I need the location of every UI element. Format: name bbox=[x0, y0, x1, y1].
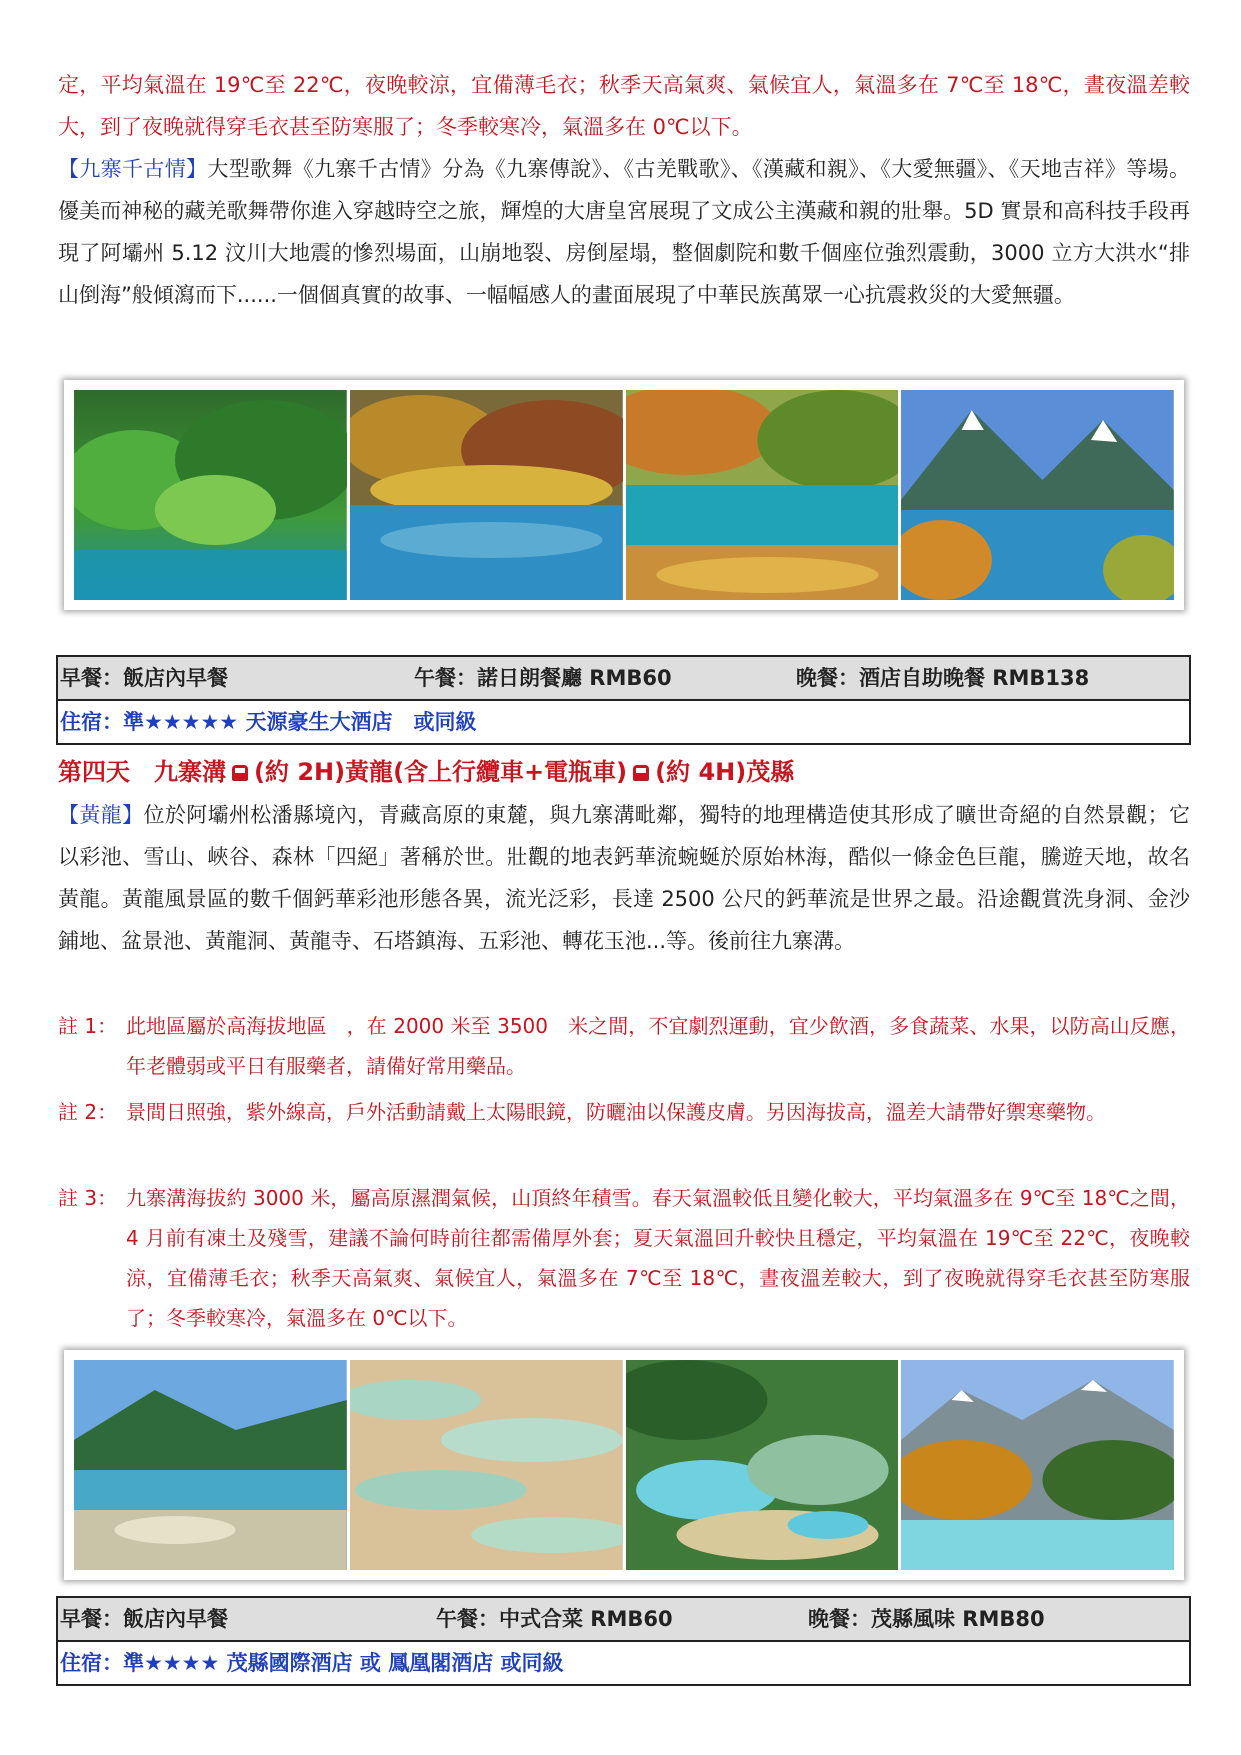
snow-mountain-pools-photo bbox=[901, 1360, 1174, 1570]
note-3 bbox=[58, 1178, 1190, 1338]
day4-hotel-row bbox=[58, 1642, 1189, 1684]
show-paragraph bbox=[58, 148, 1190, 316]
day3-dinner: 晚餐：酒店自助晚餐 RMB138 bbox=[796, 666, 1090, 690]
day4-hotel: 住宿：準★★★★ 茂縣國際酒店 或 鳳凰閣酒店 或同級 bbox=[60, 1651, 564, 1675]
huanglong-text: 位於阿壩州松潘縣境內，青藏高原的東麓，與九寨溝毗鄰，獨特的地理構造使其形成了曠世奇絕的自然景觀；它以彩池、雪山、峽谷、森林「四絕」著稱於世。壯觀的地表鈣華流蜿蜒於原始林海，酷似一條金色巨龍，騰遊天地，故名黃龍。黃龍風景區的數千個鈣華彩池形態各異，流光泛彩，長達 2500 公尺的鈣華流是世界之最。沿途觀賞洗身洞、金沙鋪地、盆景池、黃龍洞、黃龍寺、石塔鎮海、五彩池、轉花玉池...等。後前往九寨溝。 bbox=[58, 803, 1191, 953]
day3-meals-table bbox=[56, 655, 1191, 745]
show-text: 大型歌舞《九寨千古情》分為《九寨傳說》、《古羌戰歌》、《漢藏和親》、《大愛無疆》、《天地吉祥》等場。優美而神秘的藏羌歌舞帶你進入穿越時空之旅，輝煌的大唐皇宮展現了文成公主漢藏和親的壯舉。5D 實景和高科技手段再現了阿壩州 5.12 汶川大地震的慘烈場面，山崩地裂、房倒屋塌，整個劇院和數千個座位強烈震動，3000 立方大洪水“排山倒海”般傾瀉而下......一個個真實的故事、一幅幅感人的畫面展現了中華民族萬眾一心抗震救災的大愛無疆。 bbox=[58, 157, 1190, 307]
day3-hotel-row bbox=[58, 701, 1189, 743]
note-text: 景間日照強，紫外線高，戶外活動請戴上太陽眼鏡，防曬油以保護皮膚。另因海拔高，溫差大請帶好禦寒藥物。 bbox=[126, 1100, 1106, 1124]
turquoise-pools-photo bbox=[626, 1360, 899, 1570]
note-label: 註 3： bbox=[58, 1186, 118, 1210]
note-label: 註 2： bbox=[58, 1100, 118, 1124]
day4-title bbox=[58, 752, 794, 792]
day4-meals-table bbox=[56, 1596, 1191, 1686]
note-2 bbox=[58, 1092, 1190, 1132]
note-1 bbox=[58, 1006, 1190, 1086]
show-title: 【九寨千古情】 bbox=[58, 157, 208, 181]
forest-terrace-photo bbox=[74, 1360, 347, 1570]
note-text: 此地區屬於高海拔地區 ，在 2000 米至 3500 米之間，不宜劇烈運動，宜少飲酒，多食蔬菜、水果，以防高山反應，年老體弱或平日有服藥者，請備好常用藥品。 bbox=[126, 1014, 1190, 1078]
day4-title-part-c: (約 4H)茂縣 bbox=[655, 758, 795, 786]
day4-title-part-b: (約 2H)黃龍(含上行纜車+電瓶車) bbox=[254, 758, 628, 786]
huanglong-paragraph bbox=[58, 794, 1190, 962]
day4-breakfast: 早餐：飯店內早餐 bbox=[60, 1607, 228, 1631]
autumn-lake-photo bbox=[350, 390, 623, 600]
weather-paragraph: 定，平均氣溫在 19℃至 22℃，夜晚較涼，宜備薄毛衣；秋季天高氣爽、氣候宜人，氣溫多在 7℃至 18℃，晝夜溫差較大，到了夜晚就得穿毛衣甚至防寒服了；冬季較寒冷，氣溫多在 0℃以下。 bbox=[58, 73, 1190, 139]
note-text: 九寨溝海拔約 3000 米，屬高原濕潤氣候，山頂終年積雪。春天氣溫較低且變化較大，平均氣溫多在 9℃至 18℃之間，4 月前有凍土及殘雪，建議不論何時前往都需備厚外套；夏天氣溫回升較快且穩定，平均氣溫在 19℃至 22℃，夜晚較涼，宜備薄毛衣；秋季天高氣爽、氣候宜人，氣溫多在 7℃至 18℃，晝夜溫差較大，到了夜晚就得穿毛衣甚至防寒服了；冬季較寒冷，氣溫多在 0℃以下。 bbox=[126, 1186, 1190, 1330]
note-label: 註 1： bbox=[58, 1014, 118, 1038]
huanglong-title: 【黃龍】 bbox=[58, 803, 144, 827]
calcite-pools-photo bbox=[350, 1360, 623, 1570]
jiuzhaigou-photo-strip bbox=[64, 380, 1184, 610]
bus-icon bbox=[633, 765, 649, 781]
day3-breakfast: 早餐：飯店內早餐 bbox=[60, 666, 228, 690]
day4-title-part-a: 第四天 九寨溝 bbox=[58, 758, 226, 786]
huanglong-photo-strip bbox=[64, 1350, 1184, 1580]
bus-icon bbox=[232, 765, 248, 781]
forest-lake-photo bbox=[74, 390, 347, 600]
day4-dinner: 晚餐：茂縣風味 RMB80 bbox=[808, 1607, 1045, 1631]
day3-hotel: 住宿：準★★★★★ 天源豪生大酒店 或同級 bbox=[60, 710, 477, 734]
reflection-lake-photo bbox=[626, 390, 899, 600]
day3-lunch: 午餐：諾日朗餐廳 RMB60 bbox=[414, 666, 672, 690]
day4-lunch: 午餐：中式合菜 RMB60 bbox=[436, 1607, 673, 1631]
day3-meals-row bbox=[58, 657, 1189, 701]
mountain-lake-photo bbox=[901, 390, 1174, 600]
day4-meals-row bbox=[58, 1598, 1189, 1642]
